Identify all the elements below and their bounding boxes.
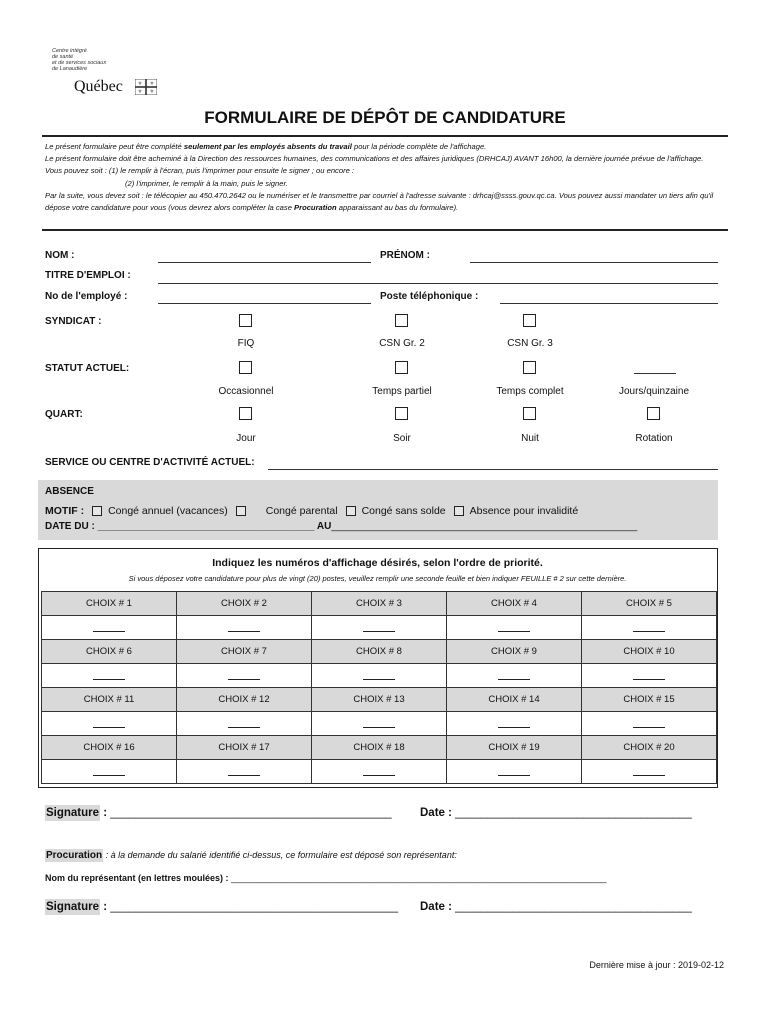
checkbox-csn-gr2[interactable] — [395, 314, 408, 327]
choice-header: CHOIX # 18 — [312, 736, 447, 760]
intro-text: pour la période complète de l'affichage. — [351, 142, 487, 151]
poste-field[interactable] — [500, 303, 718, 304]
logo-org-line: de santé — [52, 54, 74, 60]
choice-header: CHOIX # 2 — [177, 592, 312, 616]
intro-divider — [42, 229, 728, 231]
prenom-label: PRÉNOM : — [380, 250, 430, 261]
checkbox-csn-gr3[interactable] — [523, 314, 536, 327]
choice-input[interactable] — [312, 664, 447, 688]
option-label: Nuit — [521, 433, 539, 444]
choice-input[interactable] — [447, 616, 582, 640]
choice-input[interactable] — [447, 712, 582, 736]
intro-text: Le présent formulaire peut être complété — [45, 142, 184, 151]
choice-input[interactable] — [177, 712, 312, 736]
date-label: Date : — [420, 901, 456, 913]
option-label: Occasionnel — [218, 386, 274, 397]
procuration-label: Procuration — [46, 850, 103, 861]
table-row — [42, 688, 717, 712]
intro-emphasis: seulement par les employés absents du travail — [183, 142, 352, 151]
choice-input[interactable] — [177, 616, 312, 640]
option-label: FIQ — [237, 338, 255, 349]
date-au-field[interactable]: _______________________________________________________ — [331, 521, 638, 532]
absence-section — [38, 480, 718, 540]
choice-input[interactable] — [42, 712, 177, 736]
table-row — [42, 712, 717, 736]
choices-note: Si vous déposez votre candidature pour plus de vingt (20) postes, veuillez remplir une seconde feuille et bien indiquer FEUILLE # 2 sur cette dernière. — [128, 574, 627, 583]
choice-input[interactable] — [447, 760, 582, 784]
intro-text: Le présent formulaire doit être acheminé à la Direction des ressources humaines, des communications et des affaires juridiques (DRHCAJ) AVANT 16h00, la dernière journée prévue de l'affichage. — [45, 154, 704, 164]
svg-text:⚜: ⚜ — [149, 89, 155, 95]
option-label: Congé parental — [265, 505, 338, 517]
intro-text: Par la suite, vous devez soit : le télécopier au 450.470.2642 ou le numériser et le transmettre par courriel à l'adresse suivante : drhcaj@ssss.gouv.qc.ca. Vous pouvez aussi mandater un tiers afin qu'il dépose votre candidature pour vous (vous devrez alors compléter la case — [45, 190, 714, 213]
procuration-row — [45, 850, 457, 861]
checkbox-conge-annuel[interactable] — [92, 506, 102, 516]
signature-label: Signature — [46, 901, 100, 913]
service-field[interactable] — [268, 469, 718, 470]
choice-header: CHOIX # 10 — [582, 640, 717, 664]
choice-header: CHOIX # 11 — [42, 688, 177, 712]
fleur-de-lis-flag-icon — [135, 79, 157, 95]
choice-header: CHOIX # 13 — [312, 688, 447, 712]
choice-input[interactable] — [42, 616, 177, 640]
choice-header: CHOIX # 6 — [42, 640, 177, 664]
signature-label: Signature — [46, 807, 100, 819]
choice-header: CHOIX # 17 — [177, 736, 312, 760]
titre-emploi-label: TITRE D'EMPLOI : — [45, 270, 131, 281]
choice-header: CHOIX # 12 — [177, 688, 312, 712]
option-label: Temps complet — [496, 386, 564, 397]
no-employe-field[interactable] — [158, 303, 371, 304]
choice-header: CHOIX # 14 — [447, 688, 582, 712]
checkbox-occasionnel[interactable] — [239, 361, 252, 374]
choices-table — [41, 591, 717, 784]
signature2-row — [45, 901, 398, 913]
table-row — [42, 616, 717, 640]
svg-text:⚜: ⚜ — [137, 81, 143, 87]
intro-text: Vous pouvez soit : (1) le remplir à l'écran, puis l'imprimer pour ensuite le signer ; ou encore : — [45, 166, 355, 176]
intro-emphasis: Procuration — [294, 203, 337, 213]
choice-header: CHOIX # 7 — [177, 640, 312, 664]
checkbox-absence-invalidite[interactable] — [454, 506, 464, 516]
statut-label: STATUT ACTUEL: — [45, 363, 130, 374]
logo-org-line: et de services sociaux — [52, 60, 107, 66]
checkbox-soir[interactable] — [395, 407, 408, 420]
representant-label: Nom du représentant (en lettres moulées) : — [45, 873, 232, 883]
no-employe-label: No de l'employé : — [45, 291, 128, 302]
checkbox-temps-complet[interactable] — [523, 361, 536, 374]
choices-heading: Indiquez les numéros d'affichage désirés, selon l'ordre de priorité. — [212, 557, 543, 569]
signature-field[interactable]: ____________________________________________ — [110, 807, 392, 819]
option-label: Congé annuel (vacances) — [108, 505, 228, 517]
instructions — [45, 141, 728, 214]
representant-row — [45, 873, 606, 883]
choice-header: CHOIX # 3 — [312, 592, 447, 616]
choice-header: CHOIX # 9 — [447, 640, 582, 664]
option-label: Rotation — [635, 433, 673, 444]
logo-wordmark: Québec — [74, 78, 123, 95]
absence-heading: ABSENCE — [45, 486, 94, 497]
signature-row — [45, 807, 392, 819]
motif-label: MOTIF : — [45, 505, 85, 517]
choice-input[interactable] — [582, 664, 717, 688]
choice-header: CHOIX # 8 — [312, 640, 447, 664]
motif-row — [45, 505, 578, 517]
choice-input[interactable] — [312, 712, 447, 736]
svg-text:⚜: ⚜ — [149, 81, 155, 87]
table-row — [42, 592, 717, 616]
date-field[interactable]: _____________________________________ — [455, 807, 692, 819]
choice-header: CHOIX # 4 — [447, 592, 582, 616]
representant-field[interactable]: ___________________________________________________________________________ — [231, 873, 607, 883]
service-label: SERVICE OU CENTRE D'ACTIVITÉ ACTUEL: — [45, 457, 255, 468]
checkbox-jour[interactable] — [239, 407, 252, 420]
date-du-field[interactable]: DATE DU : _______________________________________ AU — [45, 521, 332, 532]
choice-input[interactable] — [42, 664, 177, 688]
choice-input[interactable] — [177, 664, 312, 688]
choice-header: CHOIX # 16 — [42, 736, 177, 760]
date-row — [420, 807, 692, 819]
procuration-text: : à la demande du salarié identifié ci-dessus, ce formulaire est déposé son représentant: — [103, 850, 457, 860]
logo — [52, 48, 167, 100]
option-label: CSN Gr. 2 — [379, 338, 425, 349]
checkbox-fiq[interactable] — [239, 314, 252, 327]
last-updated: Dernière mise à jour : 2019-02-12 — [589, 960, 724, 970]
choice-header: CHOIX # 1 — [42, 592, 177, 616]
choice-input[interactable] — [447, 664, 582, 688]
table-row — [42, 760, 717, 784]
intro-text: (2) l'imprimer, le remplir à la main, puis le signer. — [125, 178, 288, 188]
choice-header: CHOIX # 20 — [582, 736, 717, 760]
date-row — [45, 521, 637, 532]
signature-field[interactable]: _____________________________________________ — [110, 901, 399, 913]
syndicat-label: SYNDICAT : — [45, 316, 102, 327]
checkbox-conge-parental[interactable] — [236, 506, 246, 516]
logo-org-name — [52, 48, 122, 72]
prenom-field[interactable] — [470, 262, 718, 263]
checkbox-temps-partiel[interactable] — [395, 361, 408, 374]
table-row — [42, 640, 717, 664]
choice-header: CHOIX # 19 — [447, 736, 582, 760]
choice-input[interactable] — [582, 760, 717, 784]
svg-text:⚜: ⚜ — [137, 89, 143, 95]
date-label: Date : — [420, 807, 456, 819]
choice-input[interactable] — [42, 760, 177, 784]
logo-org-line: Centre intégré — [52, 48, 87, 54]
table-row — [42, 664, 717, 688]
jours-quinzaine-field[interactable] — [634, 373, 676, 374]
checkbox-nuit[interactable] — [523, 407, 536, 420]
option-label: CSN Gr. 3 — [507, 338, 553, 349]
date-field[interactable]: _____________________________________ — [455, 901, 692, 913]
signature-colon: : — [100, 901, 111, 913]
poste-label: Poste téléphonique : — [380, 291, 479, 302]
option-label: Jours/quinzaine — [618, 386, 690, 397]
quart-label: QUART: — [45, 409, 83, 420]
page-title: FORMULAIRE DE DÉPÔT DE CANDIDATURE — [204, 108, 566, 127]
checkbox-conge-sans-solde[interactable] — [346, 506, 356, 516]
nom-label: NOM : — [45, 250, 75, 261]
checkbox-rotation[interactable] — [647, 407, 660, 420]
nom-field[interactable] — [158, 262, 371, 263]
option-label: Congé sans solde — [361, 505, 446, 517]
choice-input[interactable] — [582, 712, 717, 736]
option-label: Jour — [236, 433, 256, 444]
choice-input[interactable] — [312, 760, 447, 784]
choices-section — [38, 548, 718, 788]
choice-header: CHOIX # 15 — [582, 688, 717, 712]
signature-colon: : — [100, 807, 111, 819]
title-divider — [42, 135, 728, 137]
option-label: Temps partiel — [372, 386, 432, 397]
table-row — [42, 736, 717, 760]
option-label: Soir — [393, 433, 411, 444]
option-label: Absence pour invalidité — [469, 505, 579, 517]
choice-input[interactable] — [582, 616, 717, 640]
logo-org-line: de Lanaudière — [52, 66, 88, 72]
intro-text: apparaissant au bas du formulaire). — [336, 203, 459, 213]
titre-emploi-field[interactable] — [158, 283, 718, 284]
date2-row — [420, 901, 692, 913]
choice-input[interactable] — [177, 760, 312, 784]
choice-header: CHOIX # 5 — [582, 592, 717, 616]
choice-input[interactable] — [312, 616, 447, 640]
